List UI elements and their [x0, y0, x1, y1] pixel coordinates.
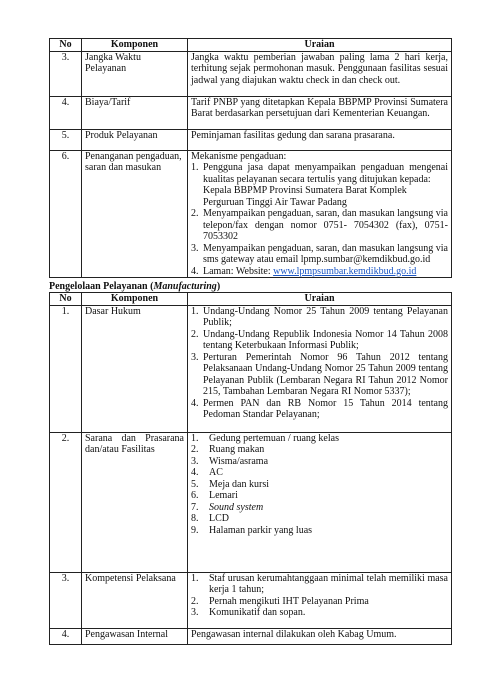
- table-row: [50, 572, 452, 628]
- list-item: 1. Pengguna jasa dapat menyampaikan pengaduan mengenai kualitas pelayanan secara tertulis yang ditujukan kepada: Kepala BBPMP Provinsi Sumatera Barat Komplek Perguruan Tinggi Air Tawar Padang: [191, 162, 448, 208]
- section-title: Pengelolaan Pelayanan (Manufacturing): [49, 281, 221, 292]
- website-link[interactable]: www.lpmpsumbar.kemdikbud.go.id: [273, 265, 417, 277]
- table-row: [50, 129, 452, 150]
- row-number: 3.: [50, 572, 82, 628]
- row-uraian: Jangka waktu pemberian jawaban paling lama 2 hari kerja, terhitung sejak permohonan masuk. Penggunaan fasilitas sesuai jadwal yang diajukan waktu check in dan check out.: [188, 51, 452, 96]
- header-no: No: [50, 39, 82, 52]
- list-item: 7. Sound system: [191, 501, 264, 513]
- row-uraian: [188, 572, 452, 628]
- table-row: [50, 150, 452, 278]
- header-komponen: Komponen: [82, 39, 188, 52]
- list-item: 4. AC: [191, 467, 223, 478]
- complaint-address: Kepala BBPMP Provinsi Sumatera Barat Komplek Perguruan Tinggi Air Tawar Padang: [203, 185, 407, 208]
- list-item: 3. Perturan Pemerintah Nomor 96 Tahun 2012 tentang Pelaksanaan Undang-Undang Nomor 25 Tahun 2009 tentang Pelayanan Publik (Lembaran Negara RI Tahun 2012 Nomor 215, Tambahan Lembaran Negara RI Nomor 5337);: [191, 351, 448, 397]
- manufacturing-table: [49, 292, 452, 645]
- row-uraian: [188, 432, 452, 572]
- row-number: 6.: [50, 150, 82, 278]
- row-komponen: Kompetensi Pelaksana: [82, 572, 188, 628]
- header-uraian: Uraian: [188, 293, 452, 306]
- legal-basis-list: [191, 306, 448, 421]
- list-item: 2. Ruang makan: [191, 444, 265, 455]
- list-item: 3. Komunikatif dan sopan.: [191, 607, 306, 618]
- row-number: 5.: [50, 129, 82, 150]
- table-row: [50, 432, 452, 572]
- header-uraian: Uraian: [188, 39, 452, 52]
- row-komponen: Pengawasan Internal: [82, 628, 188, 644]
- service-standard-table: [49, 38, 452, 278]
- list-item: 1. Gedung pertemuan / ruang kelas: [191, 432, 339, 444]
- row-komponen: Dasar Hukum: [82, 305, 188, 432]
- list-item: 2. Menyampaikan pengaduan, saran, dan masukan langsung via telepon/fax dengan nomor 0751- 7054302 (fax), 0751-7053302: [191, 208, 448, 242]
- list-item: 3. Menyampaikan pengaduan, saran, dan masukan langsung via sms gateway atau email lpmp.sumbar@kemdikbud.go.id: [191, 242, 448, 265]
- list-item: 5. Meja dan kursi: [191, 478, 269, 490]
- row-uraian: Pengawasan internal dilakukan oleh Kabag Umum.: [188, 628, 452, 644]
- row-uraian: [188, 305, 452, 432]
- list-item: 1. Staf urusan kerumahtanggaan minimal telah memiliki masa kerja 1 tahun;: [191, 572, 448, 595]
- list-item: 1. Undang-Undang Nomor 25 Tahun 2009 tentang Pelayanan Publik;: [191, 305, 448, 328]
- table-row: [50, 51, 452, 96]
- complaint-list: [191, 162, 448, 277]
- table-row: [50, 305, 452, 432]
- table-header-row: [50, 293, 452, 306]
- row-uraian: Peminjaman fasilitas gedung dan sarana prasarana.: [188, 129, 452, 150]
- table-row: [50, 628, 452, 644]
- row-komponen: Sarana dan Prasarana dan/atau Fasilitas: [82, 432, 188, 572]
- row-number: 4.: [50, 96, 82, 129]
- complaint-intro: Mekanisme pengaduan:: [191, 150, 287, 162]
- list-item: 9. Halaman parkir yang luas: [191, 524, 313, 536]
- table-header-row: [50, 39, 452, 52]
- facility-list: [191, 433, 448, 537]
- row-komponen: Jangka Waktu Pelayanan: [82, 51, 188, 96]
- row-uraian: [188, 150, 452, 278]
- list-item: 4. Permen PAN dan RB Nomor 15 Tahun 2014 tentang Pedoman Standar Pelayanan;: [191, 397, 448, 420]
- list-item: 4. Laman: Website: www.lpmpsumbar.kemdikbud.go.id: [191, 265, 417, 277]
- table-row: [50, 96, 452, 129]
- row-komponen: Penanganan pengaduan, saran dan masukan: [82, 150, 188, 278]
- row-komponen: Biaya/Tarif: [82, 96, 188, 129]
- row-number: 4.: [50, 628, 82, 644]
- header-no: No: [50, 293, 82, 306]
- list-item: 6. Lemari: [191, 490, 238, 501]
- list-item: 2. Undang-Undang Republik Indonesia Nomor 14 Tahun 2008 tentang Keterbukaan Informasi Publik;: [191, 328, 448, 351]
- competency-list: [191, 573, 448, 619]
- row-uraian: Tarif PNBP yang ditetapkan Kepala BBPMP Provinsi Sumatera Barat berdasarkan persetujuan dari Kementerian Keuangan.: [188, 96, 452, 129]
- row-number: 1.: [50, 305, 82, 432]
- list-item: 2. Pernah mengikuti IHT Pelayanan Prima: [191, 595, 369, 607]
- list-item: 3. Wisma/asrama: [191, 455, 269, 467]
- row-number: 3.: [50, 51, 82, 96]
- header-komponen: Komponen: [82, 293, 188, 306]
- list-item: 8. LCD: [191, 513, 229, 524]
- row-komponen: Produk Pelayanan: [82, 129, 188, 150]
- row-number: 2.: [50, 432, 82, 572]
